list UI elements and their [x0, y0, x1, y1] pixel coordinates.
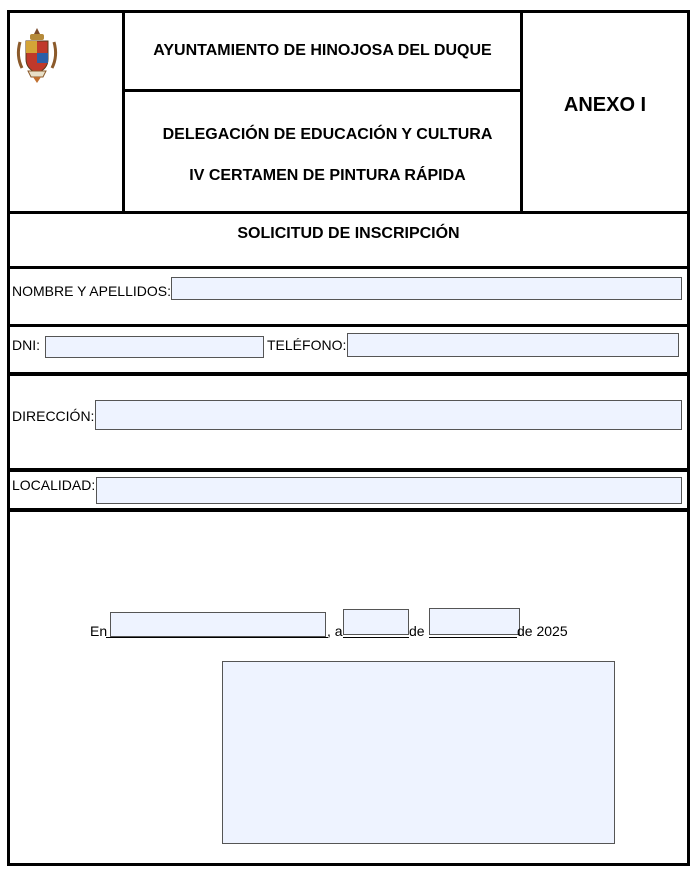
- event-title: IV CERTAMEN DE PINTURA RÁPIDA: [189, 167, 466, 184]
- row-divider-5: [7, 508, 690, 512]
- header-divider-middle: [122, 89, 523, 92]
- name-input[interactable]: [171, 277, 682, 300]
- place-underline: [106, 637, 328, 638]
- month-underline: [429, 637, 517, 638]
- locality-input[interactable]: [96, 477, 682, 504]
- dni-input[interactable]: [45, 336, 264, 358]
- organization-title: AYUNTAMIENTO DE HINOJOSA DEL DUQUE: [153, 41, 492, 59]
- name-label: NOMBRE Y APELLIDOS:: [12, 283, 171, 299]
- row-divider-2: [7, 324, 690, 327]
- row-divider-1: [7, 266, 690, 269]
- date-separator-de: de: [409, 623, 425, 639]
- department-title: DELEGACIÓN DE EDUCACIÓN Y CULTURA: [162, 126, 493, 143]
- day-input[interactable]: [343, 609, 409, 635]
- address-label: DIRECCIÓN:: [12, 408, 95, 424]
- phone-label: TELÉFONO:: [267, 337, 347, 353]
- coat-of-arms-logo: [12, 26, 62, 86]
- date-prefix: En: [90, 623, 108, 639]
- dni-label: DNI:: [12, 337, 40, 353]
- day-underline: [343, 637, 409, 638]
- address-input[interactable]: [95, 400, 682, 430]
- row-divider-3: [7, 372, 690, 376]
- locality-label: LOCALIDAD:: [12, 477, 96, 493]
- date-separator-a: , a: [327, 623, 343, 639]
- phone-input[interactable]: [347, 333, 679, 357]
- signature-box[interactable]: [222, 661, 615, 844]
- row-divider-4: [7, 468, 690, 472]
- annex-label: ANEXO I: [563, 93, 647, 116]
- date-suffix: de 2025: [517, 623, 568, 639]
- month-input[interactable]: [429, 608, 520, 635]
- form-title: SOLICITUD DE INSCRIPCIÓN: [237, 225, 460, 242]
- place-input[interactable]: [110, 612, 326, 637]
